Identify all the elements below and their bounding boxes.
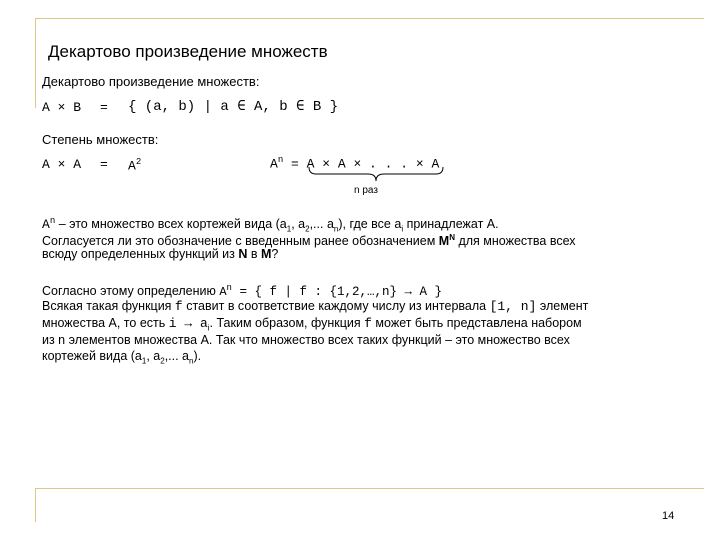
para2-line4: из n элементов множества A. Так что множество всех таких функций – это множество всех — [42, 333, 570, 347]
para2-line5: кортежей вида ($a_1$, $a_2$,... $a_n$). — [42, 349, 202, 366]
para1-line1: $A^n$ – это множество всех кортежей вида ($a_1$, $a_2$,... $a_n$), где все $a_i$ принадлежат A. — [42, 216, 499, 234]
para2-line1: Согласно этому определению $A^n$ = { f | f : {1,2,…,n} → A } — [42, 283, 442, 300]
power-heading: Степень множеств: — [42, 132, 159, 147]
power-rhs: $A^2$ — [128, 157, 142, 174]
frame-left-line-bottom — [35, 488, 36, 522]
product-eq: = — [100, 100, 108, 115]
frame-left-line — [35, 18, 36, 108]
para2-line3: множества A, то есть $i \to a_i$. Таким образом, функция f может быть представлена набором — [42, 316, 582, 333]
para1-line2: Согласуется ли это обозначение с введенным ранее обозначением $M^N$ для множества всех — [42, 233, 576, 249]
page-number: 14 — [662, 510, 675, 522]
power-eq: = — [100, 157, 108, 172]
underbrace — [308, 166, 444, 182]
brace-label: n раз — [354, 185, 378, 196]
para2-line2: Всякая такая функция f ставит в соответствие каждому числу из интервала [1, n] элемент — [42, 299, 589, 314]
subtitle: Декартово произведение множеств: — [42, 74, 260, 89]
slide-title: Декартово произведение множеств — [48, 42, 328, 61]
power-n-formula: $A^n = A \times A$ × . . . × A — [270, 155, 440, 172]
para1-line3: всюду определенных функций из N в M? — [42, 247, 279, 261]
product-rhs: { (a, b) | a ∈ A, b ∈ B } — [128, 99, 339, 115]
product-lhs: A × B — [42, 100, 82, 115]
frame-top-line — [36, 18, 704, 19]
frame-bottom-line — [36, 488, 704, 489]
power-lhs: A × A — [42, 157, 82, 172]
